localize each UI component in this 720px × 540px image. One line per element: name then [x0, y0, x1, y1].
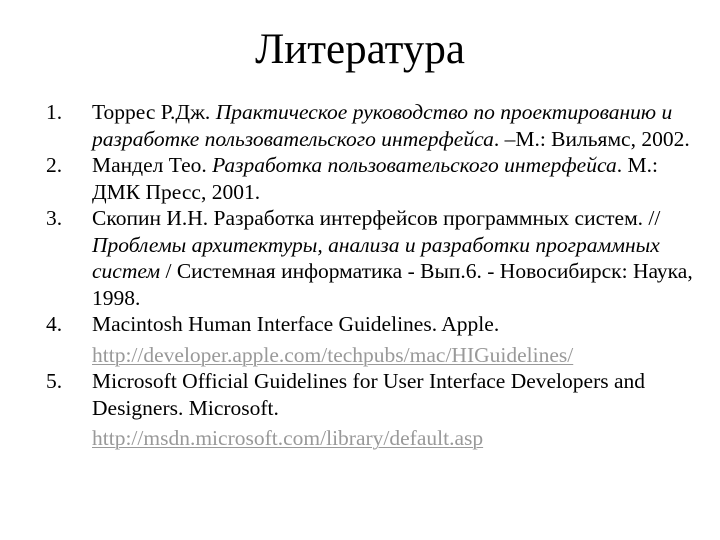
reference-number: 2.: [46, 153, 63, 177]
reference-publisher: / Системная информатика - Вып.6. - Новосибирск: Наука, 1998.: [92, 259, 693, 310]
reference-title: Разработка пользовательского интерфейса: [212, 153, 617, 177]
reference-publisher: . –М.: Вильямс, 2002.: [493, 126, 690, 151]
reference-text: [92, 205, 700, 311]
reference-text: [92, 99, 700, 152]
reference-list: [0, 99, 720, 452]
reference-item-4: [0, 311, 720, 368]
reference-text: [92, 152, 700, 205]
reference-link[interactable]: http://developer.apple.com/techpubs/mac/HIGuidelines/: [92, 342, 574, 367]
reference-title: Macintosh Human Interface Guidelines. Apple.: [92, 312, 500, 336]
reference-title: Практическое руководство по проектированию и разработке пользовательского интерфейса: [92, 100, 673, 151]
reference-number: 4.: [46, 312, 63, 336]
reference-title: Проблемы архитектуры, анализа и разработки программных систем: [92, 232, 660, 283]
reference-author: Мандел Тео.: [92, 153, 213, 177]
reference-lead: Скопин И.Н. Разработка интерфейсов программных систем. //: [92, 206, 661, 230]
reference-link[interactable]: http://msdn.microsoft.com/library/default.asp: [92, 426, 484, 450]
reference-item-3: [0, 205, 720, 311]
reference-number: 1.: [46, 100, 63, 124]
reference-item-2: [0, 152, 720, 205]
reference-author: Торрес Р.Дж.: [92, 100, 216, 124]
reference-title: Microsoft Official Guidelines for User Interface Developers and Designers. Microsoft.: [92, 369, 646, 420]
reference-number: 3.: [46, 206, 63, 230]
reference-text: [92, 311, 700, 368]
reference-publisher: . М.: ДМК Пресс, 2001.: [92, 153, 658, 204]
reference-number: 5.: [46, 369, 63, 393]
reference-text: [92, 368, 700, 452]
slide-title: Литература: [255, 26, 465, 73]
reference-item-5: [0, 368, 720, 452]
reference-item-1: [0, 99, 720, 152]
